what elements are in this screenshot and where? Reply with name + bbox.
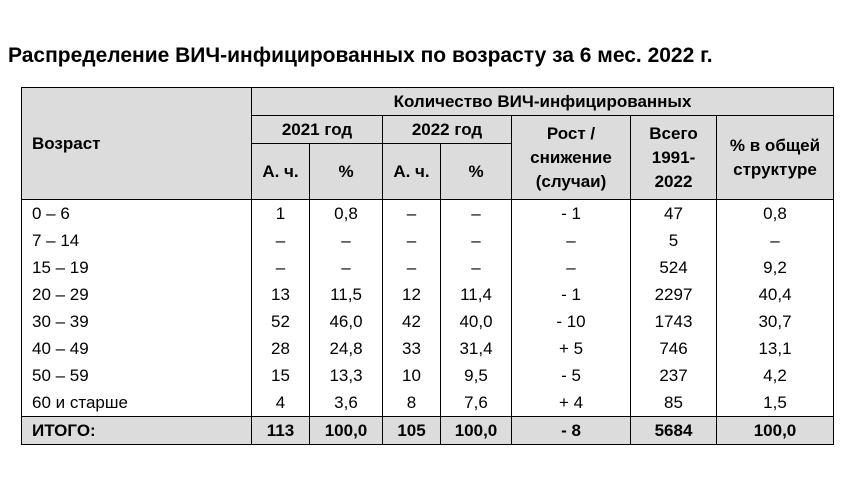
table-row bbox=[22, 254, 834, 281]
cell-share: 30,7 bbox=[717, 308, 834, 335]
page-title: Распределение ВИЧ-инфицированных по возрасту за 6 мес. 2022 г. bbox=[8, 44, 713, 67]
cell-abs-2022: 42 bbox=[383, 308, 441, 335]
header-count-group: Количество ВИЧ-инфицированных bbox=[252, 88, 834, 116]
cell-abs-2021: 1 bbox=[252, 200, 310, 228]
cell-pct-2022: 11,4 bbox=[441, 281, 512, 308]
header-abs-2021: А. ч. bbox=[252, 144, 310, 200]
cell-abs-2022: – bbox=[383, 254, 441, 281]
cell-share: 9,2 bbox=[717, 254, 834, 281]
cell-total: 85 bbox=[631, 389, 717, 417]
table-row bbox=[22, 389, 834, 417]
header-total: Всего 1991- 2022 bbox=[631, 116, 717, 200]
cell-age: 60 и старше bbox=[22, 389, 252, 417]
cell-growth: + 4 bbox=[512, 389, 631, 417]
total-abs-2022: 105 bbox=[383, 417, 441, 445]
total-share: 100,0 bbox=[717, 417, 834, 445]
cell-pct-2021: 3,6 bbox=[310, 389, 383, 417]
cell-pct-2022: – bbox=[441, 227, 512, 254]
cell-pct-2022: 7,6 bbox=[441, 389, 512, 417]
cell-pct-2022: 40,0 bbox=[441, 308, 512, 335]
cell-abs-2021: 52 bbox=[252, 308, 310, 335]
cell-age: 15 – 19 bbox=[22, 254, 252, 281]
cell-abs-2022: 33 bbox=[383, 335, 441, 362]
cell-growth: - 10 bbox=[512, 308, 631, 335]
cell-total: 237 bbox=[631, 362, 717, 389]
cell-pct-2021: 13,3 bbox=[310, 362, 383, 389]
total-abs-2021: 113 bbox=[252, 417, 310, 445]
cell-pct-2022: – bbox=[441, 200, 512, 228]
cell-total: 47 bbox=[631, 200, 717, 228]
cell-share: 40,4 bbox=[717, 281, 834, 308]
cell-pct-2022: – bbox=[441, 254, 512, 281]
cell-pct-2021: 46,0 bbox=[310, 308, 383, 335]
cell-pct-2022: 9,5 bbox=[441, 362, 512, 389]
cell-pct-2021: 24,8 bbox=[310, 335, 383, 362]
cell-abs-2022: 8 bbox=[383, 389, 441, 417]
header-pct-2021: % bbox=[310, 144, 383, 200]
header-age: Возраст bbox=[22, 88, 252, 200]
total-row bbox=[22, 417, 834, 445]
cell-share: – bbox=[717, 227, 834, 254]
cell-age: 20 – 29 bbox=[22, 281, 252, 308]
cell-share: 0,8 bbox=[717, 200, 834, 228]
cell-total: 2297 bbox=[631, 281, 717, 308]
total-growth: - 8 bbox=[512, 417, 631, 445]
cell-growth: - 5 bbox=[512, 362, 631, 389]
cell-growth: + 5 bbox=[512, 335, 631, 362]
table-row bbox=[22, 335, 834, 362]
header-year-2021: 2021 год bbox=[252, 116, 383, 144]
cell-growth: - 1 bbox=[512, 281, 631, 308]
cell-growth: – bbox=[512, 227, 631, 254]
cell-pct-2021: 11,5 bbox=[310, 281, 383, 308]
hiv-age-table bbox=[21, 87, 834, 445]
cell-abs-2022: 12 bbox=[383, 281, 441, 308]
table-row bbox=[22, 362, 834, 389]
cell-abs-2021: 13 bbox=[252, 281, 310, 308]
cell-share: 4,2 bbox=[717, 362, 834, 389]
cell-pct-2021: 0,8 bbox=[310, 200, 383, 228]
total-pct-2021: 100,0 bbox=[310, 417, 383, 445]
cell-total: 524 bbox=[631, 254, 717, 281]
cell-growth: – bbox=[512, 254, 631, 281]
table-row bbox=[22, 308, 834, 335]
cell-age: 50 – 59 bbox=[22, 362, 252, 389]
cell-abs-2021: – bbox=[252, 227, 310, 254]
total-label: ИТОГО: bbox=[22, 417, 252, 445]
cell-abs-2022: – bbox=[383, 200, 441, 228]
cell-age: 7 – 14 bbox=[22, 227, 252, 254]
cell-share: 13,1 bbox=[717, 335, 834, 362]
table-row bbox=[22, 281, 834, 308]
cell-age: 40 – 49 bbox=[22, 335, 252, 362]
cell-total: 5 bbox=[631, 227, 717, 254]
header-pct-2022: % bbox=[441, 144, 512, 200]
header-share: % в общей структуре bbox=[717, 116, 834, 200]
table-row bbox=[22, 227, 834, 254]
cell-age: 0 – 6 bbox=[22, 200, 252, 228]
cell-share: 1,5 bbox=[717, 389, 834, 417]
cell-pct-2022: 31,4 bbox=[441, 335, 512, 362]
cell-total: 1743 bbox=[631, 308, 717, 335]
cell-abs-2021: 28 bbox=[252, 335, 310, 362]
cell-age: 30 – 39 bbox=[22, 308, 252, 335]
table-row bbox=[22, 200, 834, 228]
cell-abs-2022: – bbox=[383, 227, 441, 254]
cell-abs-2021: – bbox=[252, 254, 310, 281]
cell-abs-2021: 4 bbox=[252, 389, 310, 417]
cell-abs-2022: 10 bbox=[383, 362, 441, 389]
header-abs-2022: А. ч. bbox=[383, 144, 441, 200]
cell-abs-2021: 15 bbox=[252, 362, 310, 389]
total-total: 5684 bbox=[631, 417, 717, 445]
header-growth: Рост / снижение (случаи) bbox=[512, 116, 631, 200]
cell-growth: - 1 bbox=[512, 200, 631, 228]
cell-pct-2021: – bbox=[310, 227, 383, 254]
cell-total: 746 bbox=[631, 335, 717, 362]
header-year-2022: 2022 год bbox=[383, 116, 512, 144]
total-pct-2022: 100,0 bbox=[441, 417, 512, 445]
cell-pct-2021: – bbox=[310, 254, 383, 281]
